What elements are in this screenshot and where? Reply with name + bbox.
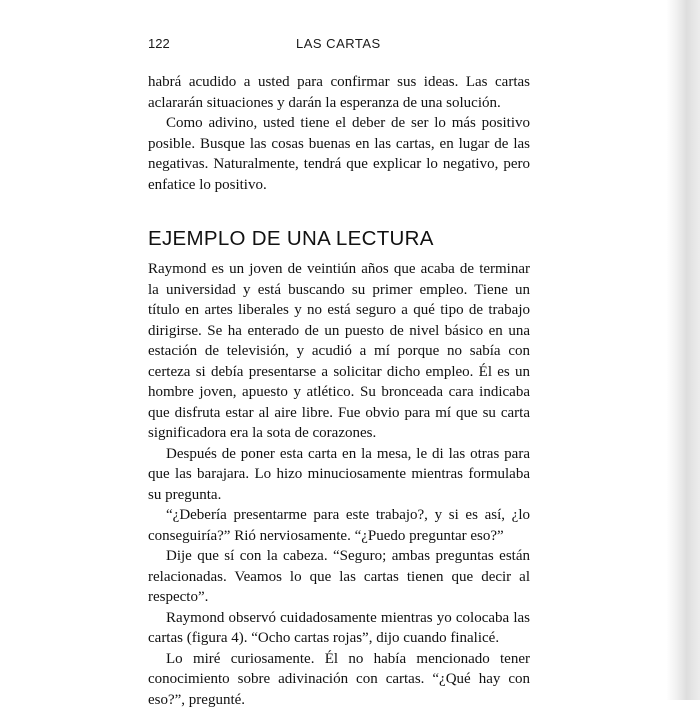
page-header — [148, 36, 530, 56]
running-head: LAS CARTAS — [296, 36, 381, 51]
intro-paragraph: habrá acudido a usted para confirmar sus ideas. Las cartas aclararán situaciones y darán la esperanza de una solución. — [148, 72, 530, 113]
section-paragraph: Dije que sí con la cabeza. “Seguro; ambas preguntas están relacionadas. Veamos lo que las cartas tienen que decir al respecto”. — [148, 546, 530, 608]
page-edge-shadow — [532, 0, 700, 700]
body-text — [148, 72, 530, 710]
section-heading: EJEMPLO DE UNA LECTURA — [148, 226, 530, 252]
section-paragraph: Raymond es un joven de veintiún años que acaba de terminar la universidad y está buscando su primer empleo. Tiene un título en artes liberales y no está seguro a qué tipo de trabajo dirigirse. Se ha enterado de un puesto de nivel básico en una estación de televisión, y acudió a mí porque no sabía con certeza si debía presentarse a solicitar dicho empleo. Él es un hombre joven, apuesto y atlético. Su bronceada cara indicaba que disfruta estar al aire libre. Fue obvio para mí que su carta significadora era la sota de corazones. — [148, 259, 530, 444]
section-paragraph: Después de poner esta carta en la mesa, le di las otras para que las barajara. Lo hizo minuciosamente mientras formulaba su pregunta. — [148, 444, 530, 506]
section-paragraph: “¿Debería presentarme para este trabajo?, y si es así, ¿lo conseguiría?” Rió nerviosamente. “¿Puedo preguntar eso?” — [148, 505, 530, 546]
intro-paragraph: Como adivino, usted tiene el deber de ser lo más positivo posible. Busque las cosas buenas en las cartas, en lugar de las negativas. Naturalmente, tendrá que explicar lo negativo, pero enfatice lo positivo. — [148, 113, 530, 195]
section-paragraph: Lo miré curiosamente. Él no había mencionado tener conocimiento sobre adivinación con cartas. “¿Qué hay con eso?”, pregunté. — [148, 649, 530, 710]
page-number: 122 — [148, 36, 170, 51]
section-paragraph: Raymond observó cuidadosamente mientras yo colocaba las cartas (figura 4). “Ocho cartas rojas”, dijo cuando finalicé. — [148, 608, 530, 649]
